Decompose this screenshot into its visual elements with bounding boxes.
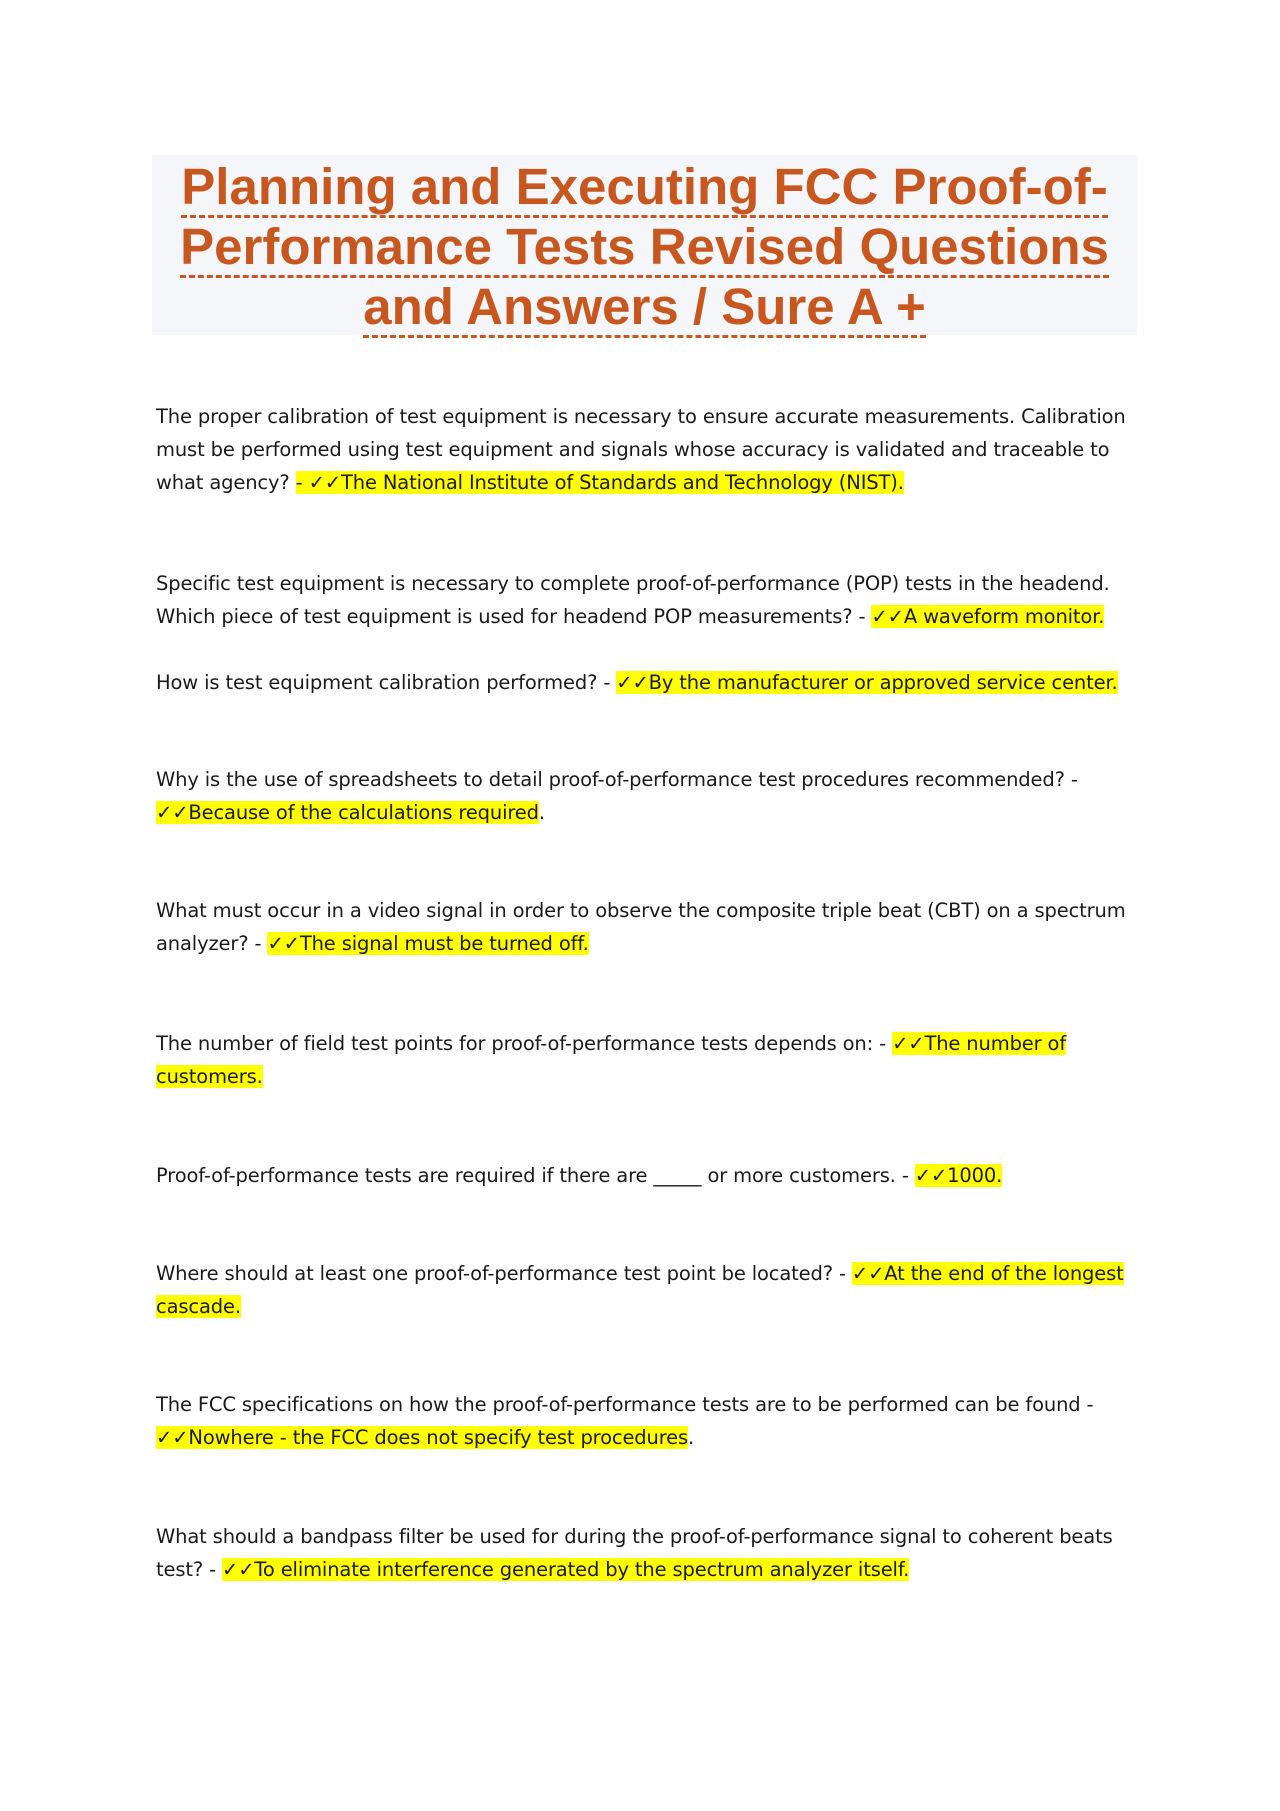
answer-highlight: ✓✓To eliminate interference generated by the spectrum analyzer itself. (222, 1557, 910, 1581)
qa-item-5 (156, 894, 1146, 960)
qa-item-2 (156, 567, 1146, 633)
separator: - (203, 1557, 223, 1581)
qa-item-8 (156, 1257, 1146, 1323)
qa-item-9 (156, 1388, 1146, 1454)
document-title (172, 157, 1117, 337)
answer-trailing: . (538, 800, 545, 824)
question-text: The FCC specifications on how the proof-of-performance tests are to be performed can be found - (156, 1392, 1094, 1416)
answer-trailing: . (688, 1425, 695, 1449)
title-line-3: and Answers / Sure A + (363, 278, 926, 338)
question-text: Proof-of-performance tests are required if there are _____ or more customers. (156, 1163, 896, 1187)
answer-highlight: ✓✓1000. (914, 1163, 1003, 1187)
answer-highlight: ✓✓A waveform monitor. (871, 604, 1105, 628)
question-text: How is test equipment calibration performed? (156, 670, 598, 694)
document-title-block (152, 155, 1137, 335)
answer-highlight: ✓✓By the manufacturer or approved service center. (616, 670, 1118, 694)
question-text: The proper calibration of test equipment is necessary to ensure accurate measurements. Calibration must be performed using test equipment and signals whose accuracy is validated and traceable to what agency? (156, 404, 1126, 494)
answer-highlight: ✓✓The number of customers. (156, 1031, 1067, 1088)
qa-item-7 (156, 1159, 1146, 1192)
question-text: Specific test equipment is necessary to complete proof-of-performance (POP) tests in the headend. Which piece of test equipment is used for headend POP measurements? (156, 571, 1110, 628)
answer-highlight: ✓✓Because of the calculations required (156, 800, 539, 824)
title-line-1: Planning and Executing FCC Proof-of- (181, 158, 1107, 218)
question-text: The number of field test points for proof-of-performance tests depends on: (156, 1031, 874, 1055)
separator: - (873, 1031, 893, 1055)
separator: - (832, 1261, 852, 1285)
separator: - (597, 670, 617, 694)
answer-highlight: - ✓✓The National Institute of Standards and Technology (NIST). (295, 470, 904, 494)
separator: - (895, 1163, 915, 1187)
qa-item-1 (156, 400, 1146, 499)
answer-highlight: ✓✓At the end of the longest cascade. (156, 1261, 1124, 1318)
answer-highlight: ✓✓Nowhere - the FCC does not specify test procedures (156, 1425, 689, 1449)
question-text: What should a bandpass filter be used for during the proof-of-performance signal to coherent beats test? (156, 1524, 1113, 1581)
title-line-2: Performance Tests Revised Questions (180, 218, 1109, 278)
answer-highlight: ✓✓The signal must be turned off. (267, 931, 589, 955)
separator (290, 471, 296, 494)
question-text: What must occur in a video signal in order to observe the composite triple beat (CBT) on a spectrum analyzer? (156, 898, 1126, 955)
question-text: Why is the use of spreadsheets to detail proof-of-performance test procedures recommended? - (156, 767, 1078, 791)
separator: - (248, 931, 268, 955)
qa-item-10 (156, 1520, 1146, 1586)
separator: - (852, 604, 872, 628)
qa-item-6 (156, 1027, 1146, 1093)
question-text: Where should at least one proof-of-performance test point be located? (156, 1261, 833, 1285)
qa-item-3 (156, 666, 1146, 699)
qa-item-4 (156, 763, 1146, 829)
